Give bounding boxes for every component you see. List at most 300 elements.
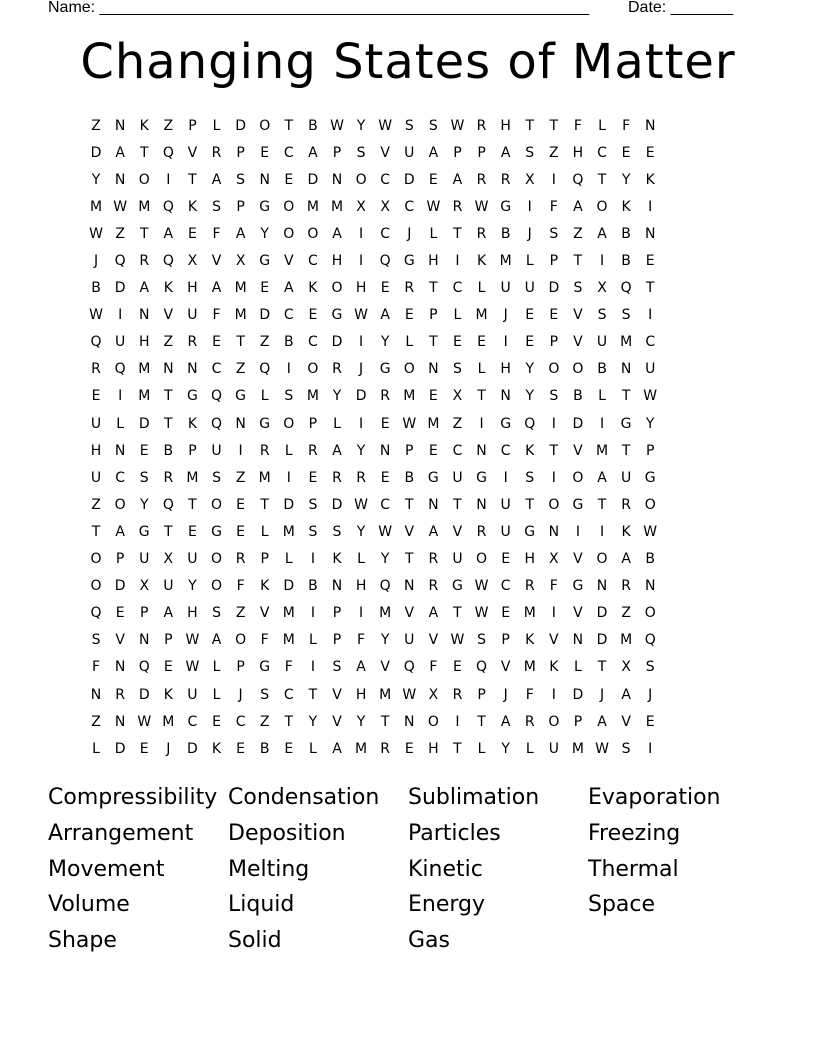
grid-letter: E xyxy=(284,740,294,757)
grid-letter: X xyxy=(139,578,150,595)
grid-letter: I xyxy=(359,415,364,432)
grid-letter: H xyxy=(428,253,439,270)
grid-letter: S xyxy=(573,280,583,297)
grid-letter: O xyxy=(307,225,319,242)
grid-letter: M xyxy=(379,686,392,703)
grid-letter: P xyxy=(332,605,342,622)
grid-letter: J xyxy=(238,686,243,703)
grid-letter: E xyxy=(380,280,390,297)
grid-letter: Q xyxy=(572,171,584,188)
grid-letter: R xyxy=(332,469,342,486)
grid-letter: P xyxy=(549,334,559,351)
grid-letter: O xyxy=(548,713,560,730)
grid-letter: P xyxy=(645,442,655,459)
grid-letter: J xyxy=(503,686,508,703)
grid-letter: C xyxy=(452,280,463,297)
grid-letter: T xyxy=(621,442,631,459)
grid-letter: B xyxy=(259,740,270,757)
grid-letter: N xyxy=(428,496,439,513)
grid-letter: V xyxy=(284,253,294,270)
grid-letter: R xyxy=(235,551,246,568)
grid-letter: E xyxy=(260,144,270,161)
grid-letter: Y xyxy=(356,117,366,134)
grid-letter: S xyxy=(308,496,318,513)
grid-letter: W xyxy=(354,496,368,513)
grid-letter: C xyxy=(235,713,246,730)
word-bank-word: Melting xyxy=(228,856,310,882)
grid-letter: K xyxy=(260,578,270,595)
grid-letter: I xyxy=(118,388,123,405)
grid-letter: Y xyxy=(380,334,390,351)
grid-letter: P xyxy=(236,198,245,215)
grid-letter: T xyxy=(308,686,318,703)
grid-letter: Q xyxy=(114,361,126,378)
grid-letter: I xyxy=(503,469,508,486)
grid-letter: U xyxy=(211,442,222,459)
grid-letter: Q xyxy=(259,361,271,378)
grid-letter: R xyxy=(476,523,487,540)
grid-letter: K xyxy=(645,171,655,188)
grid-letter: O xyxy=(572,361,584,378)
grid-letter: L xyxy=(525,740,534,757)
grid-letter: S xyxy=(525,469,535,486)
grid-letter: D xyxy=(572,415,584,432)
grid-letter: N xyxy=(404,713,415,730)
grid-letter: X xyxy=(235,253,246,270)
grid-letter: O xyxy=(235,632,247,649)
grid-letter: G xyxy=(186,388,198,405)
grid-letter: O xyxy=(283,225,295,242)
grid-letter: P xyxy=(429,307,438,324)
grid-letter: U xyxy=(596,334,608,351)
grid-letter: I xyxy=(359,253,364,270)
grid-letter: E xyxy=(260,280,270,297)
grid-letter: R xyxy=(91,361,101,378)
grid-letter: C xyxy=(211,361,222,378)
grid-letter: T xyxy=(549,117,559,134)
grid-letter: V xyxy=(428,632,439,649)
grid-letter: W xyxy=(378,523,393,540)
grid-letter: R xyxy=(380,740,391,757)
grid-letter: E xyxy=(645,253,655,270)
grid-letter: M xyxy=(403,388,416,405)
grid-letter: T xyxy=(164,523,173,540)
grid-letter: C xyxy=(283,144,294,161)
grid-letter: I xyxy=(599,523,605,540)
grid-letter: T xyxy=(139,225,149,242)
grid-letter: A xyxy=(428,605,439,622)
grid-letter: T xyxy=(597,659,607,676)
grid-letter: T xyxy=(597,171,607,188)
grid-letter: C xyxy=(380,496,391,513)
grid-letter: S xyxy=(91,632,101,649)
grid-letter: A xyxy=(356,659,366,676)
grid-letter: B xyxy=(91,280,101,297)
grid-letter: N xyxy=(476,442,487,459)
grid-letter: E xyxy=(525,334,535,351)
grid-letter: T xyxy=(260,496,269,513)
grid-letter: P xyxy=(308,415,318,432)
grid-letter: V xyxy=(549,632,559,649)
grid-letter: T xyxy=(597,496,607,513)
grid-letter: C xyxy=(283,307,294,324)
grid-letter: M xyxy=(571,740,584,757)
grid-letter: A xyxy=(597,713,607,730)
grid-letter: G xyxy=(427,469,439,486)
grid-letter: Q xyxy=(90,334,102,351)
grid-row xyxy=(84,302,662,329)
grid-letter: R xyxy=(139,253,150,270)
grid-letter: I xyxy=(599,415,605,432)
grid-letter: D xyxy=(259,307,271,324)
grid-letter: M xyxy=(138,361,151,378)
grid-letter: Z xyxy=(573,225,583,242)
grid-letter: V xyxy=(621,713,631,730)
grid-letter: B xyxy=(573,388,583,405)
grid-letter: T xyxy=(404,496,414,513)
word-bank-word: Condensation xyxy=(228,785,380,811)
grid-letter: M xyxy=(282,605,295,622)
word-bank-row xyxy=(48,816,788,852)
grid-letter: W xyxy=(330,117,344,134)
grid-letter: G xyxy=(259,198,271,215)
grid-letter: W xyxy=(643,388,658,405)
grid-letter: N xyxy=(379,442,391,459)
grid-letter: K xyxy=(525,442,535,459)
grid-letter: C xyxy=(283,686,294,703)
word-bank-word: Space xyxy=(588,892,656,918)
grid-letter: I xyxy=(551,686,556,703)
grid-letter: O xyxy=(548,361,560,378)
grid-letter: Q xyxy=(524,415,536,432)
grid-letter: E xyxy=(308,469,318,486)
grid-letter: G xyxy=(403,253,415,270)
grid-letter: D xyxy=(138,686,150,703)
grid-letter: R xyxy=(404,280,415,297)
grid-letter: E xyxy=(139,442,149,459)
grid-letter: K xyxy=(187,198,198,215)
grid-letter: A xyxy=(500,144,511,161)
grid-letter: M xyxy=(355,740,368,757)
grid-letter: O xyxy=(307,361,319,378)
grid-letter: Q xyxy=(403,659,415,676)
grid-row xyxy=(84,600,662,627)
grid-letter: E xyxy=(380,415,390,432)
grid-letter: G xyxy=(620,415,632,432)
grid-letter: Q xyxy=(476,659,488,676)
grid-letter: P xyxy=(236,659,245,676)
word-bank-word: Compressibility xyxy=(48,785,218,811)
grid-letter: M xyxy=(475,307,488,324)
word-bank-word: Liquid xyxy=(228,892,295,918)
grid-letter: W xyxy=(450,632,465,649)
grid-letter: S xyxy=(284,388,294,405)
grid-letter: L xyxy=(598,388,606,405)
header xyxy=(48,0,748,20)
grid-letter: A xyxy=(235,225,246,242)
grid-letter: C xyxy=(380,171,391,188)
grid-letter: U xyxy=(187,551,198,568)
grid-letter: C xyxy=(597,144,607,161)
grid-letter: H xyxy=(572,144,584,161)
grid-letter: E xyxy=(525,307,535,324)
grid-letter: L xyxy=(574,659,582,676)
grid-letter: E xyxy=(212,334,221,351)
grid-letter: N xyxy=(114,713,126,730)
grid-letter: L xyxy=(284,551,293,568)
grid-letter: U xyxy=(187,307,198,324)
grid-letter: S xyxy=(212,198,221,215)
grid-letter: M xyxy=(282,523,295,540)
grid-letter: X xyxy=(597,280,607,297)
grid-letter: E xyxy=(501,605,511,622)
grid-letter: A xyxy=(308,144,318,161)
grid-letter: L xyxy=(212,117,221,134)
grid-letter: S xyxy=(212,605,221,622)
grid-letter: L xyxy=(429,225,438,242)
grid-letter: H xyxy=(187,605,198,622)
grid-letter: U xyxy=(620,469,632,486)
grid-letter: D xyxy=(548,280,560,297)
grid-letter: D xyxy=(331,496,343,513)
grid-letter: L xyxy=(212,659,221,676)
grid-letter: R xyxy=(211,144,222,161)
grid-letter: T xyxy=(573,253,583,270)
grid-letter: X xyxy=(524,171,535,188)
grid-letter: S xyxy=(645,659,655,676)
grid-row xyxy=(84,139,662,166)
grid-letter: S xyxy=(404,117,414,134)
grid-letter: D xyxy=(596,632,608,649)
grid-row xyxy=(84,356,662,383)
grid-letter: L xyxy=(92,740,100,757)
grid-letter: W xyxy=(185,659,200,676)
grid-letter: V xyxy=(380,144,390,161)
grid-letter: Y xyxy=(356,713,366,730)
grid-letter: E xyxy=(236,523,246,540)
grid-letter: A xyxy=(597,225,607,242)
grid-letter: V xyxy=(259,605,270,622)
grid-row xyxy=(84,491,662,518)
grid-letter: W xyxy=(137,713,152,730)
grid-letter: P xyxy=(236,144,245,161)
grid-letter: N xyxy=(596,578,608,595)
grid-letter: L xyxy=(357,551,365,568)
grid-letter: K xyxy=(308,280,318,297)
grid-letter: A xyxy=(428,523,439,540)
grid-row xyxy=(84,518,662,545)
grid-letter: F xyxy=(284,659,293,676)
grid-letter: H xyxy=(138,334,150,351)
grid-letter: I xyxy=(238,442,243,459)
grid-letter: O xyxy=(114,496,126,513)
grid-letter: I xyxy=(648,740,653,757)
grid-letter: Z xyxy=(91,713,101,730)
grid-letter: Q xyxy=(162,253,174,270)
grid-letter: E xyxy=(453,334,462,351)
grid-letter: N xyxy=(500,388,511,405)
grid-letter: Y xyxy=(356,523,366,540)
grid-letter: F xyxy=(357,632,366,649)
grid-letter: A xyxy=(500,713,511,730)
grid-letter: P xyxy=(501,632,510,649)
grid-row xyxy=(84,627,662,654)
grid-letter: H xyxy=(428,740,439,757)
grid-letter: O xyxy=(427,713,439,730)
grid-letter: T xyxy=(188,171,197,188)
grid-letter: R xyxy=(476,117,487,134)
grid-letter: G xyxy=(331,307,343,324)
grid-letter: D xyxy=(187,740,198,757)
grid-letter: P xyxy=(549,253,559,270)
grid-letter: U xyxy=(187,686,198,703)
grid-letter: V xyxy=(573,307,583,324)
grid-letter: K xyxy=(525,632,535,649)
grid-letter: Q xyxy=(162,198,174,215)
grid-letter: M xyxy=(595,442,609,459)
grid-letter: J xyxy=(648,686,653,703)
grid-letter: C xyxy=(452,442,463,459)
grid-letter: E xyxy=(404,740,414,757)
grid-letter: S xyxy=(332,523,342,540)
grid-letter: O xyxy=(548,496,560,513)
word-bank-word: Particles xyxy=(408,821,501,847)
grid-letter: W xyxy=(185,632,200,649)
word-bank-word: Energy xyxy=(408,892,486,918)
grid-letter: G xyxy=(524,523,536,540)
grid-letter: E xyxy=(645,144,655,161)
grid-letter: K xyxy=(163,280,173,297)
grid-letter: O xyxy=(259,117,271,134)
grid-letter: Y xyxy=(260,225,269,242)
grid-letter: I xyxy=(551,171,556,188)
grid-row xyxy=(84,112,662,139)
word-bank-word: Solid xyxy=(228,928,282,954)
grid-letter: L xyxy=(116,415,125,432)
grid-letter: V xyxy=(404,523,415,540)
grid-letter: T xyxy=(164,388,173,405)
grid-letter: R xyxy=(452,198,463,215)
grid-letter: P xyxy=(188,117,197,134)
grid-letter: D xyxy=(596,605,608,622)
grid-letter: Q xyxy=(162,496,174,513)
grid-letter: I xyxy=(286,469,291,486)
grid-letter: N xyxy=(114,442,126,459)
grid-letter: N xyxy=(644,225,656,242)
grid-letter: U xyxy=(404,632,415,649)
grid-letter: M xyxy=(282,632,295,649)
grid-letter: D xyxy=(283,496,295,513)
grid-letter: U xyxy=(645,361,656,378)
grid-letter: E xyxy=(477,334,486,351)
grid-letter: G xyxy=(235,388,247,405)
grid-letter: H xyxy=(90,442,102,459)
grid-letter: S xyxy=(621,740,631,757)
grid-letter: A xyxy=(332,442,342,459)
grid-letter: A xyxy=(211,171,222,188)
grid-letter: T xyxy=(139,144,149,161)
grid-letter: N xyxy=(404,578,415,595)
grid-letter: O xyxy=(572,469,584,486)
grid-letter: A xyxy=(211,280,222,297)
grid-letter: L xyxy=(477,361,486,378)
grid-row xyxy=(84,193,662,220)
grid-letter: C xyxy=(187,713,198,730)
grid-letter: D xyxy=(355,388,367,405)
grid-letter: B xyxy=(597,361,607,378)
grid-row xyxy=(84,410,662,437)
grid-row xyxy=(84,708,662,735)
grid-letter: A xyxy=(621,686,631,703)
grid-letter: W xyxy=(378,117,393,134)
grid-letter: C xyxy=(380,225,391,242)
grid-letter: F xyxy=(212,225,221,242)
grid-letter: E xyxy=(236,740,246,757)
grid-letter: Y xyxy=(308,713,318,730)
grid-letter: K xyxy=(211,740,222,757)
grid-letter: T xyxy=(525,117,535,134)
word-bank-row xyxy=(48,780,788,816)
grid-letter: K xyxy=(621,523,631,540)
grid-letter: R xyxy=(428,551,439,568)
grid-letter: V xyxy=(573,605,583,622)
grid-letter: Q xyxy=(211,415,223,432)
grid-letter: O xyxy=(211,578,223,595)
grid-letter: W xyxy=(402,686,417,703)
grid-letter: M xyxy=(306,198,319,215)
grid-letter: Z xyxy=(91,117,101,134)
grid-letter: A xyxy=(573,198,583,215)
grid-letter: W xyxy=(595,740,609,757)
grid-letter: I xyxy=(166,171,171,188)
grid-letter: M xyxy=(499,253,512,270)
grid-letter: S xyxy=(308,523,318,540)
grid-letter: A xyxy=(163,225,174,242)
grid-letter: E xyxy=(284,171,294,188)
grid-letter: Y xyxy=(501,740,510,757)
grid-letter: T xyxy=(188,496,197,513)
grid-letter: P xyxy=(405,442,414,459)
grid-letter: A xyxy=(621,551,631,568)
word-bank-word: Kinetic xyxy=(408,856,483,882)
grid-row xyxy=(84,383,662,410)
grid-row xyxy=(84,437,662,464)
grid-letter: U xyxy=(524,280,535,297)
grid-letter: U xyxy=(452,469,463,486)
grid-letter: S xyxy=(621,307,631,324)
grid-letter: E xyxy=(501,551,511,568)
grid-letter: H xyxy=(500,361,511,378)
grid-letter: N xyxy=(331,171,343,188)
grid-letter: V xyxy=(380,659,390,676)
grid-letter: D xyxy=(90,144,102,161)
grid-letter: O xyxy=(596,551,608,568)
grid-letter: I xyxy=(455,713,460,730)
grid-letter: C xyxy=(115,469,126,486)
grid-letter: V xyxy=(163,307,174,324)
grid-letter: Z xyxy=(163,334,174,351)
grid-letter: Z xyxy=(163,117,174,134)
grid-letter: I xyxy=(286,361,291,378)
grid-letter: N xyxy=(114,171,126,188)
grid-letter: G xyxy=(259,415,271,432)
grid-letter: P xyxy=(453,144,462,161)
grid-letter: H xyxy=(524,551,535,568)
grid-letter: N xyxy=(644,117,656,134)
grid-letter: Y xyxy=(525,361,535,378)
grid-letter: N xyxy=(620,361,632,378)
grid-letter: W xyxy=(354,307,368,324)
